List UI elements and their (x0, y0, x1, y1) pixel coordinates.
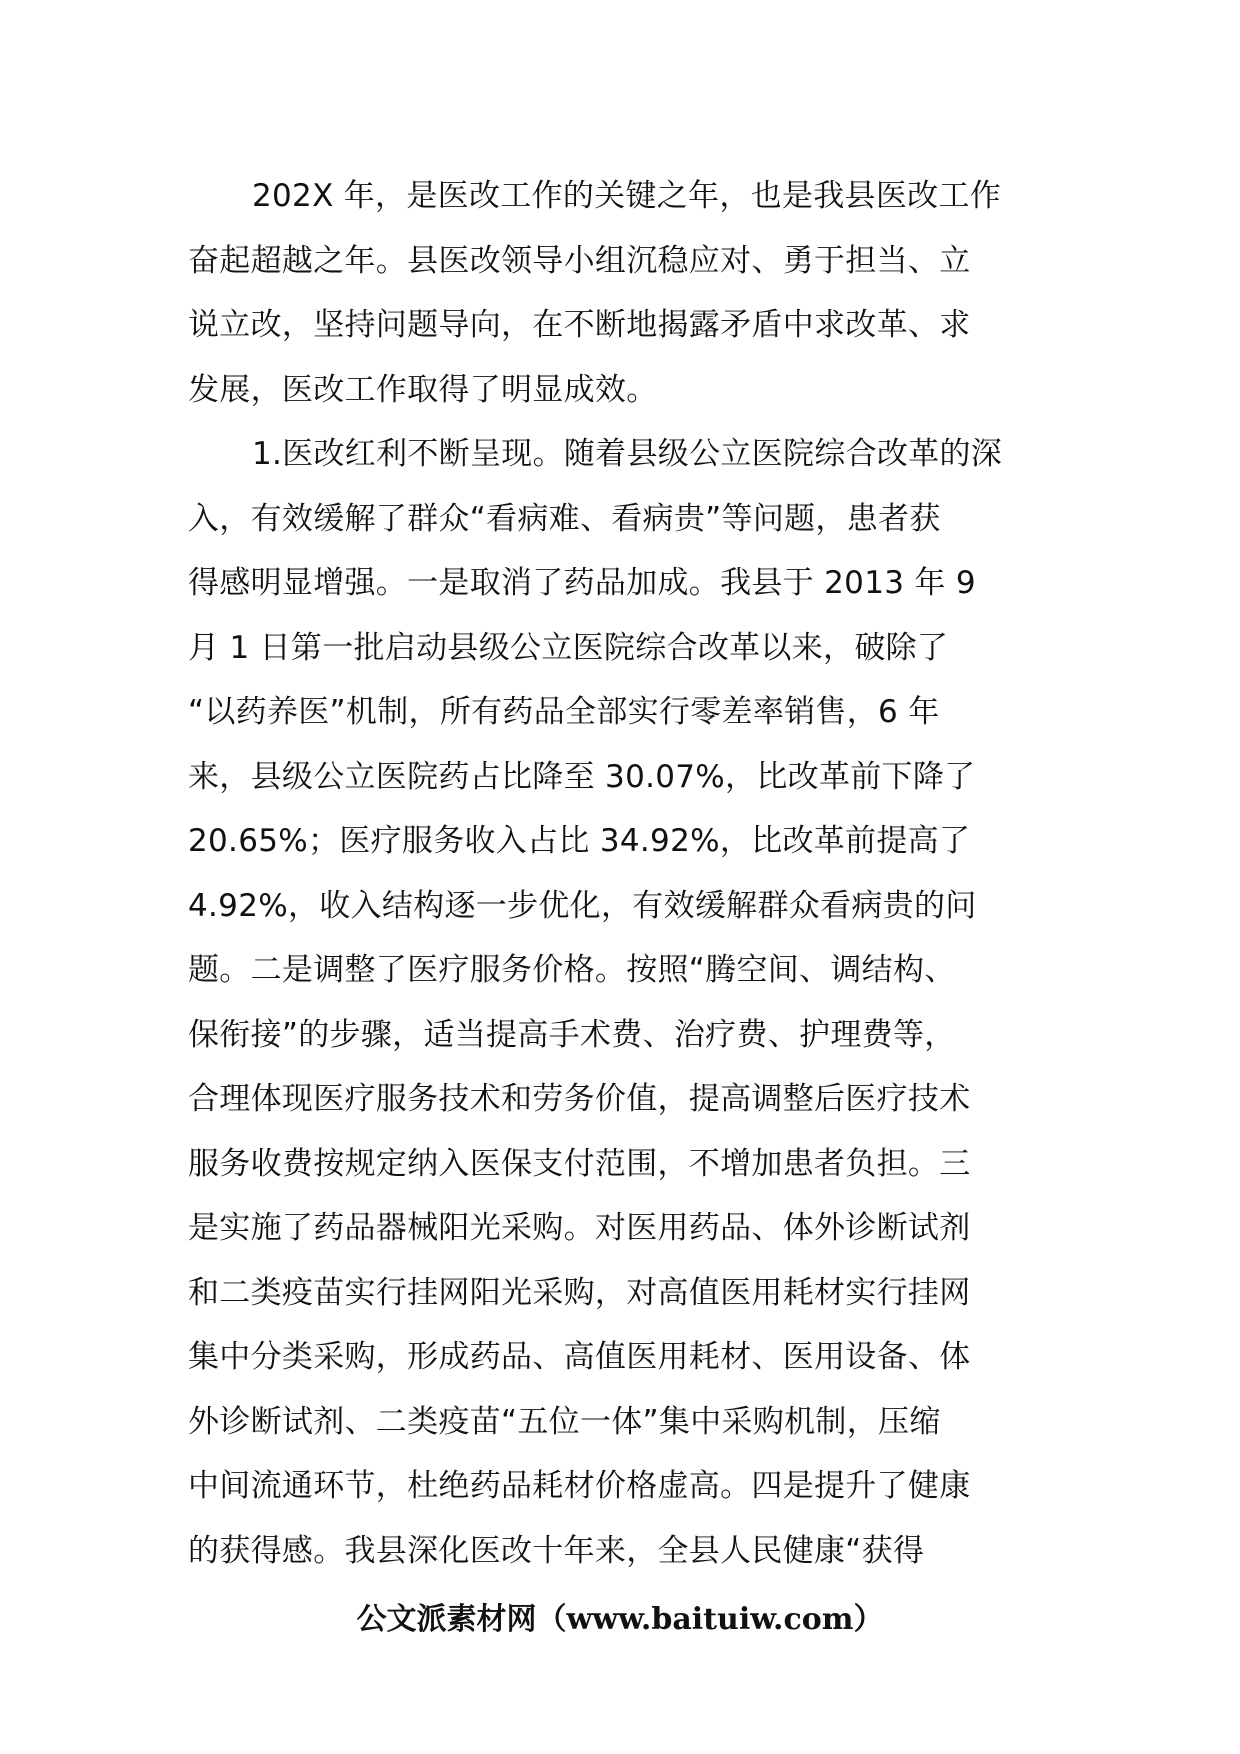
paragraph-line: 题。二是调整了医疗服务价格。按照“腾空间、调结构、 (188, 952, 956, 988)
paragraph-line: 集中分类采购，形成药品、高值医用耗材、医用设备、体 (188, 1339, 971, 1375)
paragraph-line: 20.65%；医疗服务收入占比 34.92%，比改革前提高了 (188, 823, 971, 859)
paragraph-line: 合理体现医疗服务技术和劳务价值，提高调整后医疗技术 (188, 1081, 971, 1117)
paragraph-line: 是实施了药品器械阳光采购。对医用药品、体外诊断试剂 (188, 1210, 971, 1246)
page-footer-watermark: 公文派素材网（www.baituiw.com） (356, 1602, 884, 1637)
paragraph-line: 保衔接”的步骤，适当提高手术费、治疗费、护理费等， (188, 1016, 956, 1053)
paragraph-line: 和二类疫苗实行挂网阳光采购，对高值医用耗材实行挂网 (188, 1274, 971, 1311)
paragraph-line: 中间流通环节，杜绝药品耗材价格虚高。四是提升了健康 (188, 1468, 971, 1504)
paragraph-line: 的获得感。我县深化医改十年来，全县人民健康“获得 (188, 1532, 925, 1569)
paragraph-line: 外诊断试剂、二类疫苗“五位一体”集中采购机制，压缩 (188, 1403, 941, 1440)
paragraph-line: 来，县级公立医院药占比降至 30.07%，比改革前下降了 (188, 758, 976, 795)
document-body (188, 164, 1058, 1583)
paragraph-line: 得感明显增强。一是取消了药品加成。我县于 2013 年 9 (188, 565, 976, 601)
paragraph-line: 入，有效缓解了群众“看病难、看病贵”等问题，患者获 (188, 500, 941, 537)
paragraph-line: 月 1 日第一批启动县级公立医院综合改革以来，破除了 (188, 629, 949, 666)
paragraph-line: 发展，医改工作取得了明显成效。 (188, 371, 658, 408)
paragraph-line: 4.92%，收入结构逐一步优化，有效缓解群众看病贵的问 (188, 887, 977, 924)
paragraph-line: 1.医改红利不断呈现。随着县级公立医院综合改革的深 (252, 436, 1003, 472)
paragraph-line: “以药养医”机制，所有药品全部实行零差率销售，6 年 (188, 694, 940, 730)
paragraph-line: 202X 年，是医改工作的关键之年，也是我县医改工作 (252, 178, 1002, 214)
paragraph-line: 奋起超越之年。县医改领导小组沉稳应对、勇于担当、立 (188, 242, 971, 279)
paragraph-line: 说立改，坚持问题导向，在不断地揭露矛盾中求改革、求 (188, 307, 971, 343)
paragraph-line: 服务收费按规定纳入医保支付范围，不增加患者负担。三 (188, 1145, 971, 1182)
